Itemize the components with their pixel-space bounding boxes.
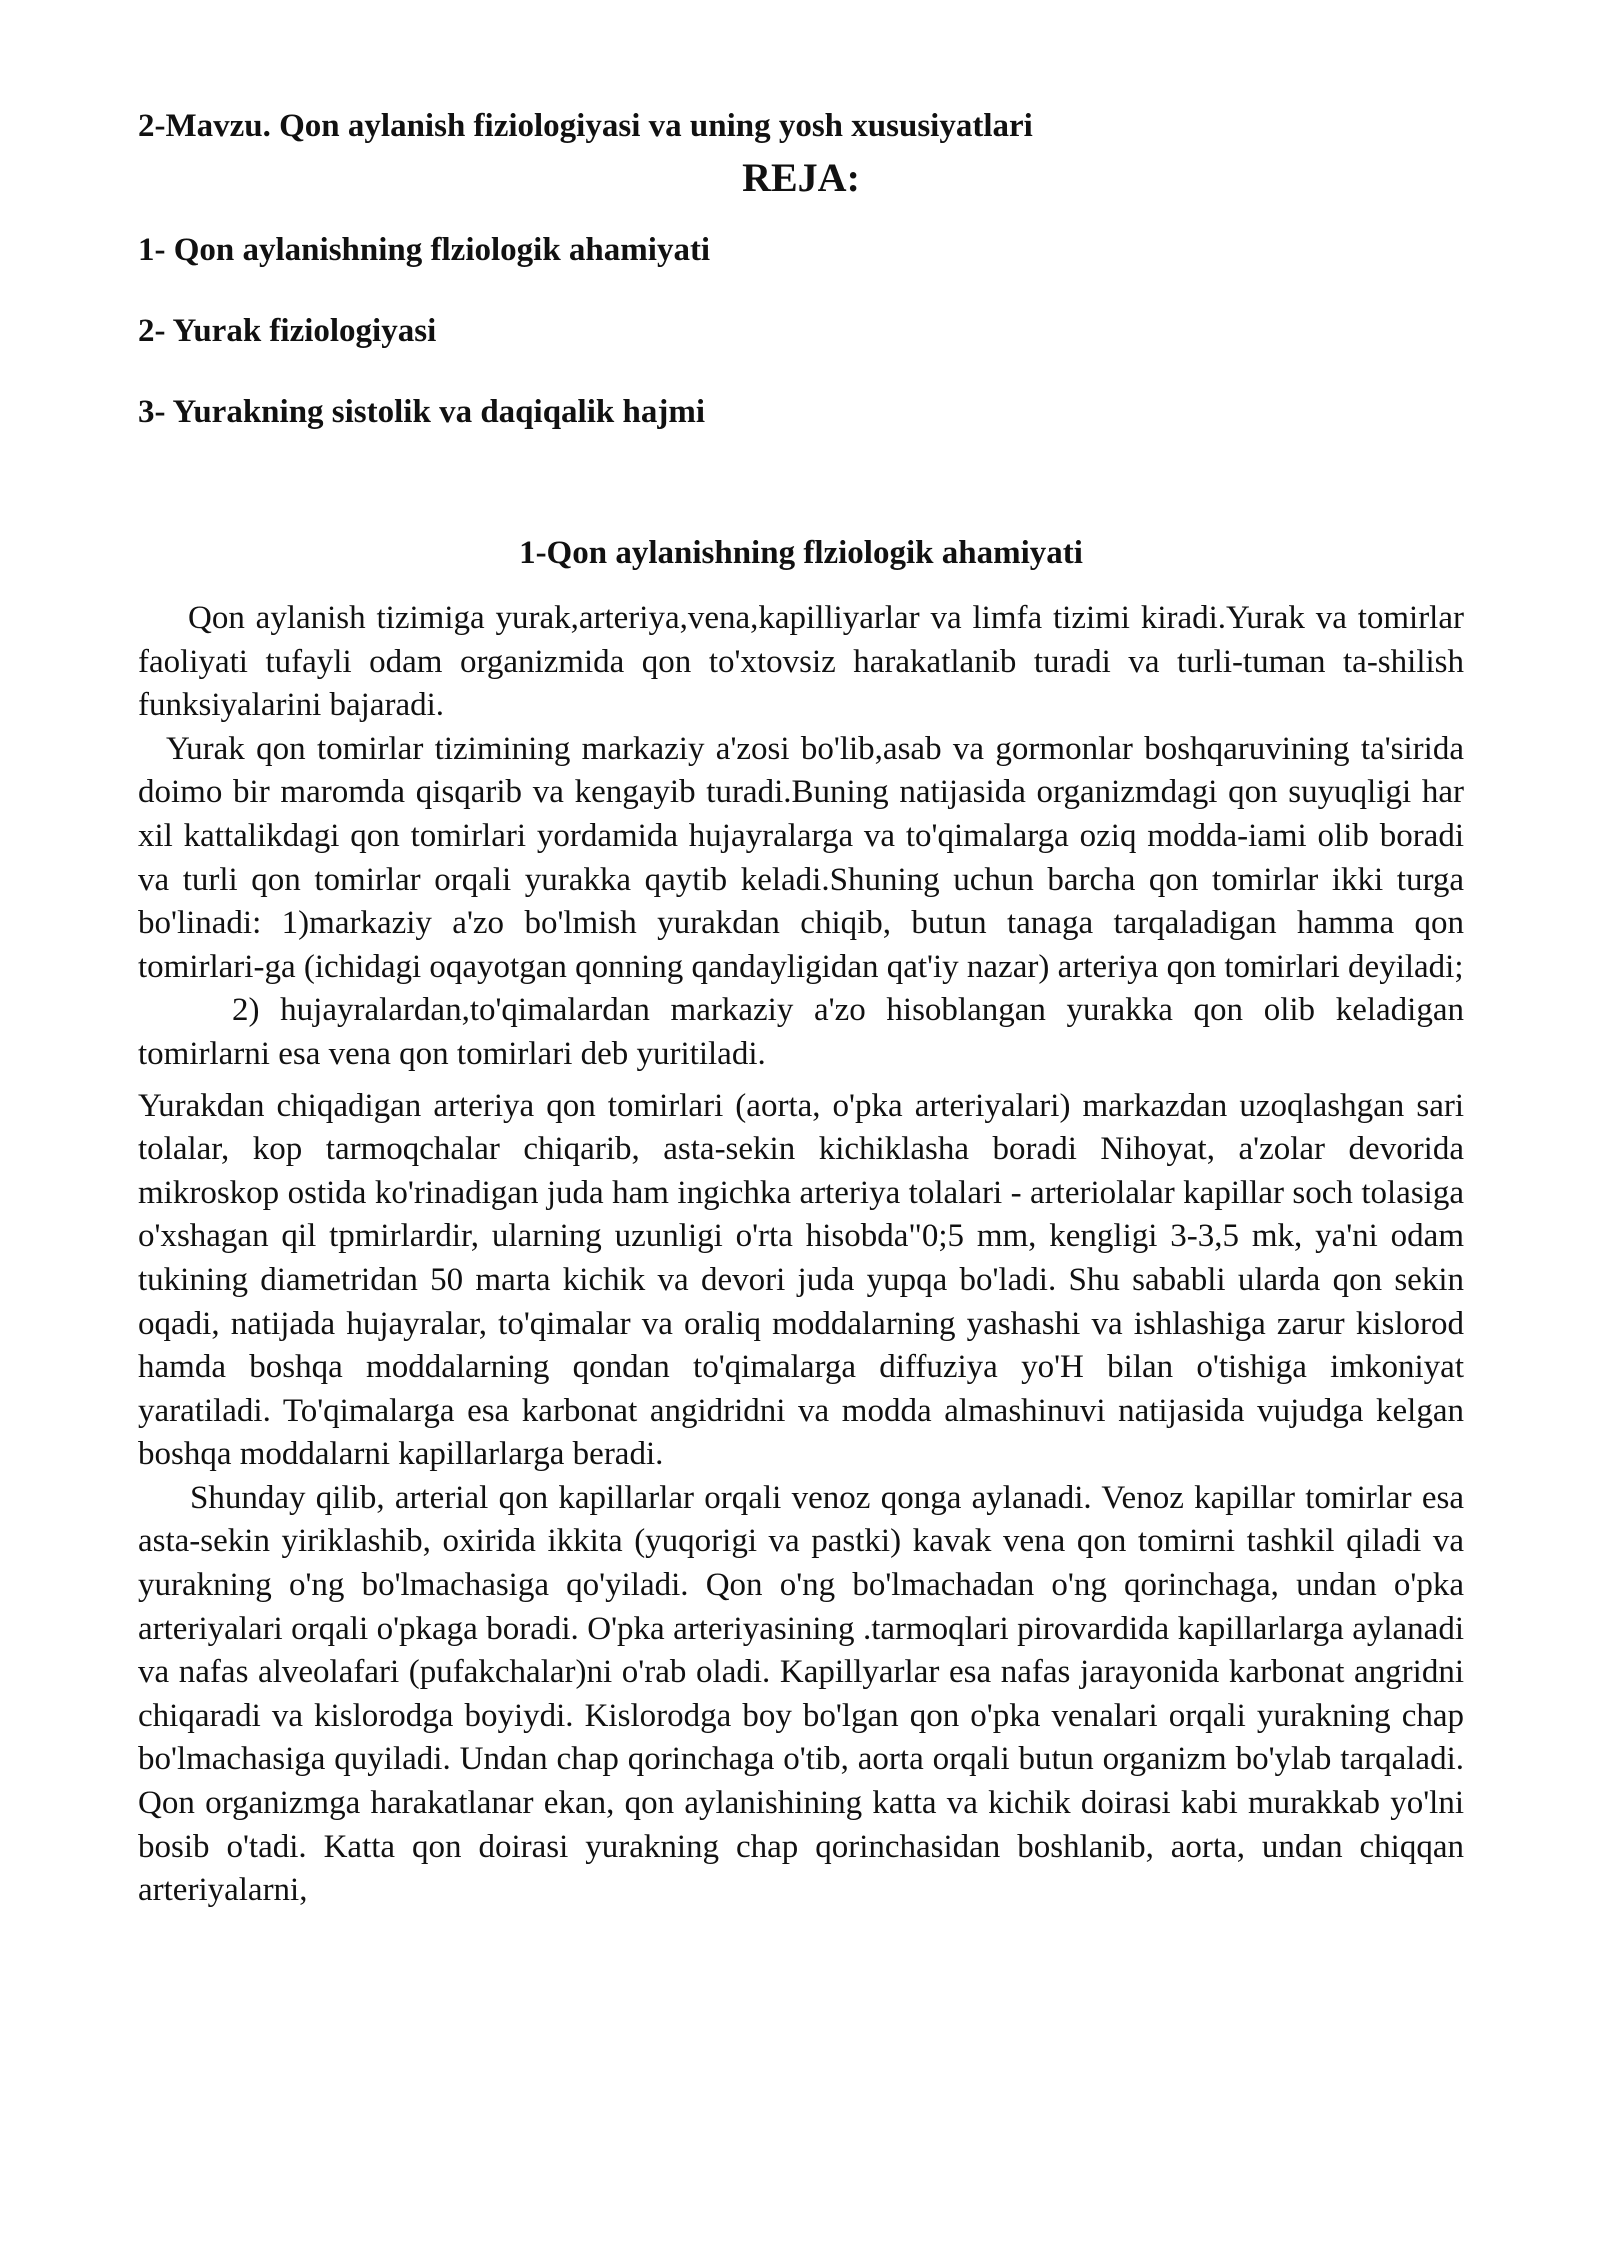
document-title: 2-Mavzu. Qon aylanish fiziologiyasi va uning yosh xususiyatlari (138, 108, 1033, 144)
paragraph: 2) hujayralardan,to'qimalardan markaziy a'zo hisoblangan yurakka qon olib keladigan tomirlarni esa vena qon tomirlari deb yuritiladi. (138, 992, 1464, 1072)
plan-item: 1- Qon aylanishning flziologik ahamiyati (138, 232, 711, 268)
paragraph: Shunday qilib, arterial qon kapillarlar orqali venoz qonga aylanadi. Venoz kapillar tomirlar esa asta-sekin yiriklashib, oxirida ikkita (yuqorigi va pastki) kavak vena qon tomirni tashkil qiladi va yurakning o'ng bo'lmachasiga qo'yiladi. Qon o'ng bo'lmachadan o'ng qorinchaga, undan o'pka arteriyalari orqali o'pkaga boradi. O'pka arteriyasining .tarmoqlari pirovardida kapillarlarga aylanadi va nafas alveolafari (pufakchalar)ni o'rab oladi. Kapillyarlar esa nafas jarayonida karbonat angridni chiqaradi va kislorodga boyiydi. Kislorodga boy bo'lgan qon o'pka venalari orqali yurakning chap bo'lmachasiga quyiladi. Undan chap qorinchaga o'tib, aorta orqali butun organizm bo'ylab tarqaladi. Qon organizmga harakatlanar ekan, qon aylanishining katta va kichik doirasi kabi murakkab yo'lni bosib o'tadi. Katta qon doirasi yurakning chap qorinchasidan boshlanib, aorta, undan chiqqan arteriyalarni, (138, 1479, 1464, 1909)
paragraph: Yurakdan chiqadigan arteriya qon tomirlari (aorta, o'pka arteriyalari) markazdan uzoqlashgan sari tolalar, kop tarmoqchalar chiqarib, asta-sekin kichiklasha boradi Nihoyat, a'zolar devorida mikroskop ostida ko'rinadigan juda ham ingichka arteriya tolalari - arteriolalar kapillar soch tolasiga o'xshagan qil tpmirlardir, ularning uzunligi o'rta hisobda"0;5 mm, kengligi 3-3,5 mk, ya'ni odam tukining diametridan 50 marta kichik va devori juda yupqa bo'ladi. Shu sababli ularda qon sekin oqadi, natijada hujayralar, to'qimalar va oraliq moddalarning yashashi va ishlashiga zarur kislorod hamda boshqa moddalarning qondan to'qimalarga diffuziya yo'H bilan o'tishiga imkoniyat yaratiladi. To'qimalarga esa karbonat angidridni va modda almashinuvi natijasida vujudga kelgan boshqa moddalarni kapillarlarga beradi. (138, 1087, 1464, 1473)
plan-item: 2- Yurak fiziologiyasi (138, 313, 437, 349)
paragraph: Yurak qon tomirlar tizimining markaziy a'zosi bo'lib,asab va gormonlar boshqaruvining ta'sirida doimo bir maromda qisqarib va kengayib turadi.Buning natijasida organizmdagi qon suyuqligi har xil kattalikdagi qon tomirlari yordamida hujayralarga va to'qimalarga oziq modda-iami olib boradi va turli qon tomirlar orqali yurakka qaytib keladi.Shuning uchun barcha qon tomirlar ikki turga bo'linadi: 1)markaziy a'zo bo'lmish yurakdan chiqib, butun tanaga tarqaladigan hamma qon tomirlari-ga (ichidagi oqayotgan qonning qandayligidan qat'iy nazar) arteriya qon tomirlari deyiladi; (138, 730, 1464, 985)
plan-item: 3- Yurakning sistolik va daqiqalik hajmi (138, 394, 705, 430)
plan-heading: REJA: (742, 155, 860, 200)
plan-list (138, 230, 1464, 432)
paragraph: Qon aylanish tizimiga yurak,arteriya,vena,kapilliyarlar va limfa tizimi kiradi.Yurak va tomirlar faoliyati tufayli odam organizmida qon to'xtovsiz harakatlanib turadi va turli-tuman ta-shilish funksiyalarini bajaradi. (138, 600, 1464, 724)
section-heading: 1-Qon aylanishning flziologik ahamiyati (519, 535, 1083, 571)
body-text (138, 597, 1464, 1913)
document-page (138, 100, 1464, 1913)
